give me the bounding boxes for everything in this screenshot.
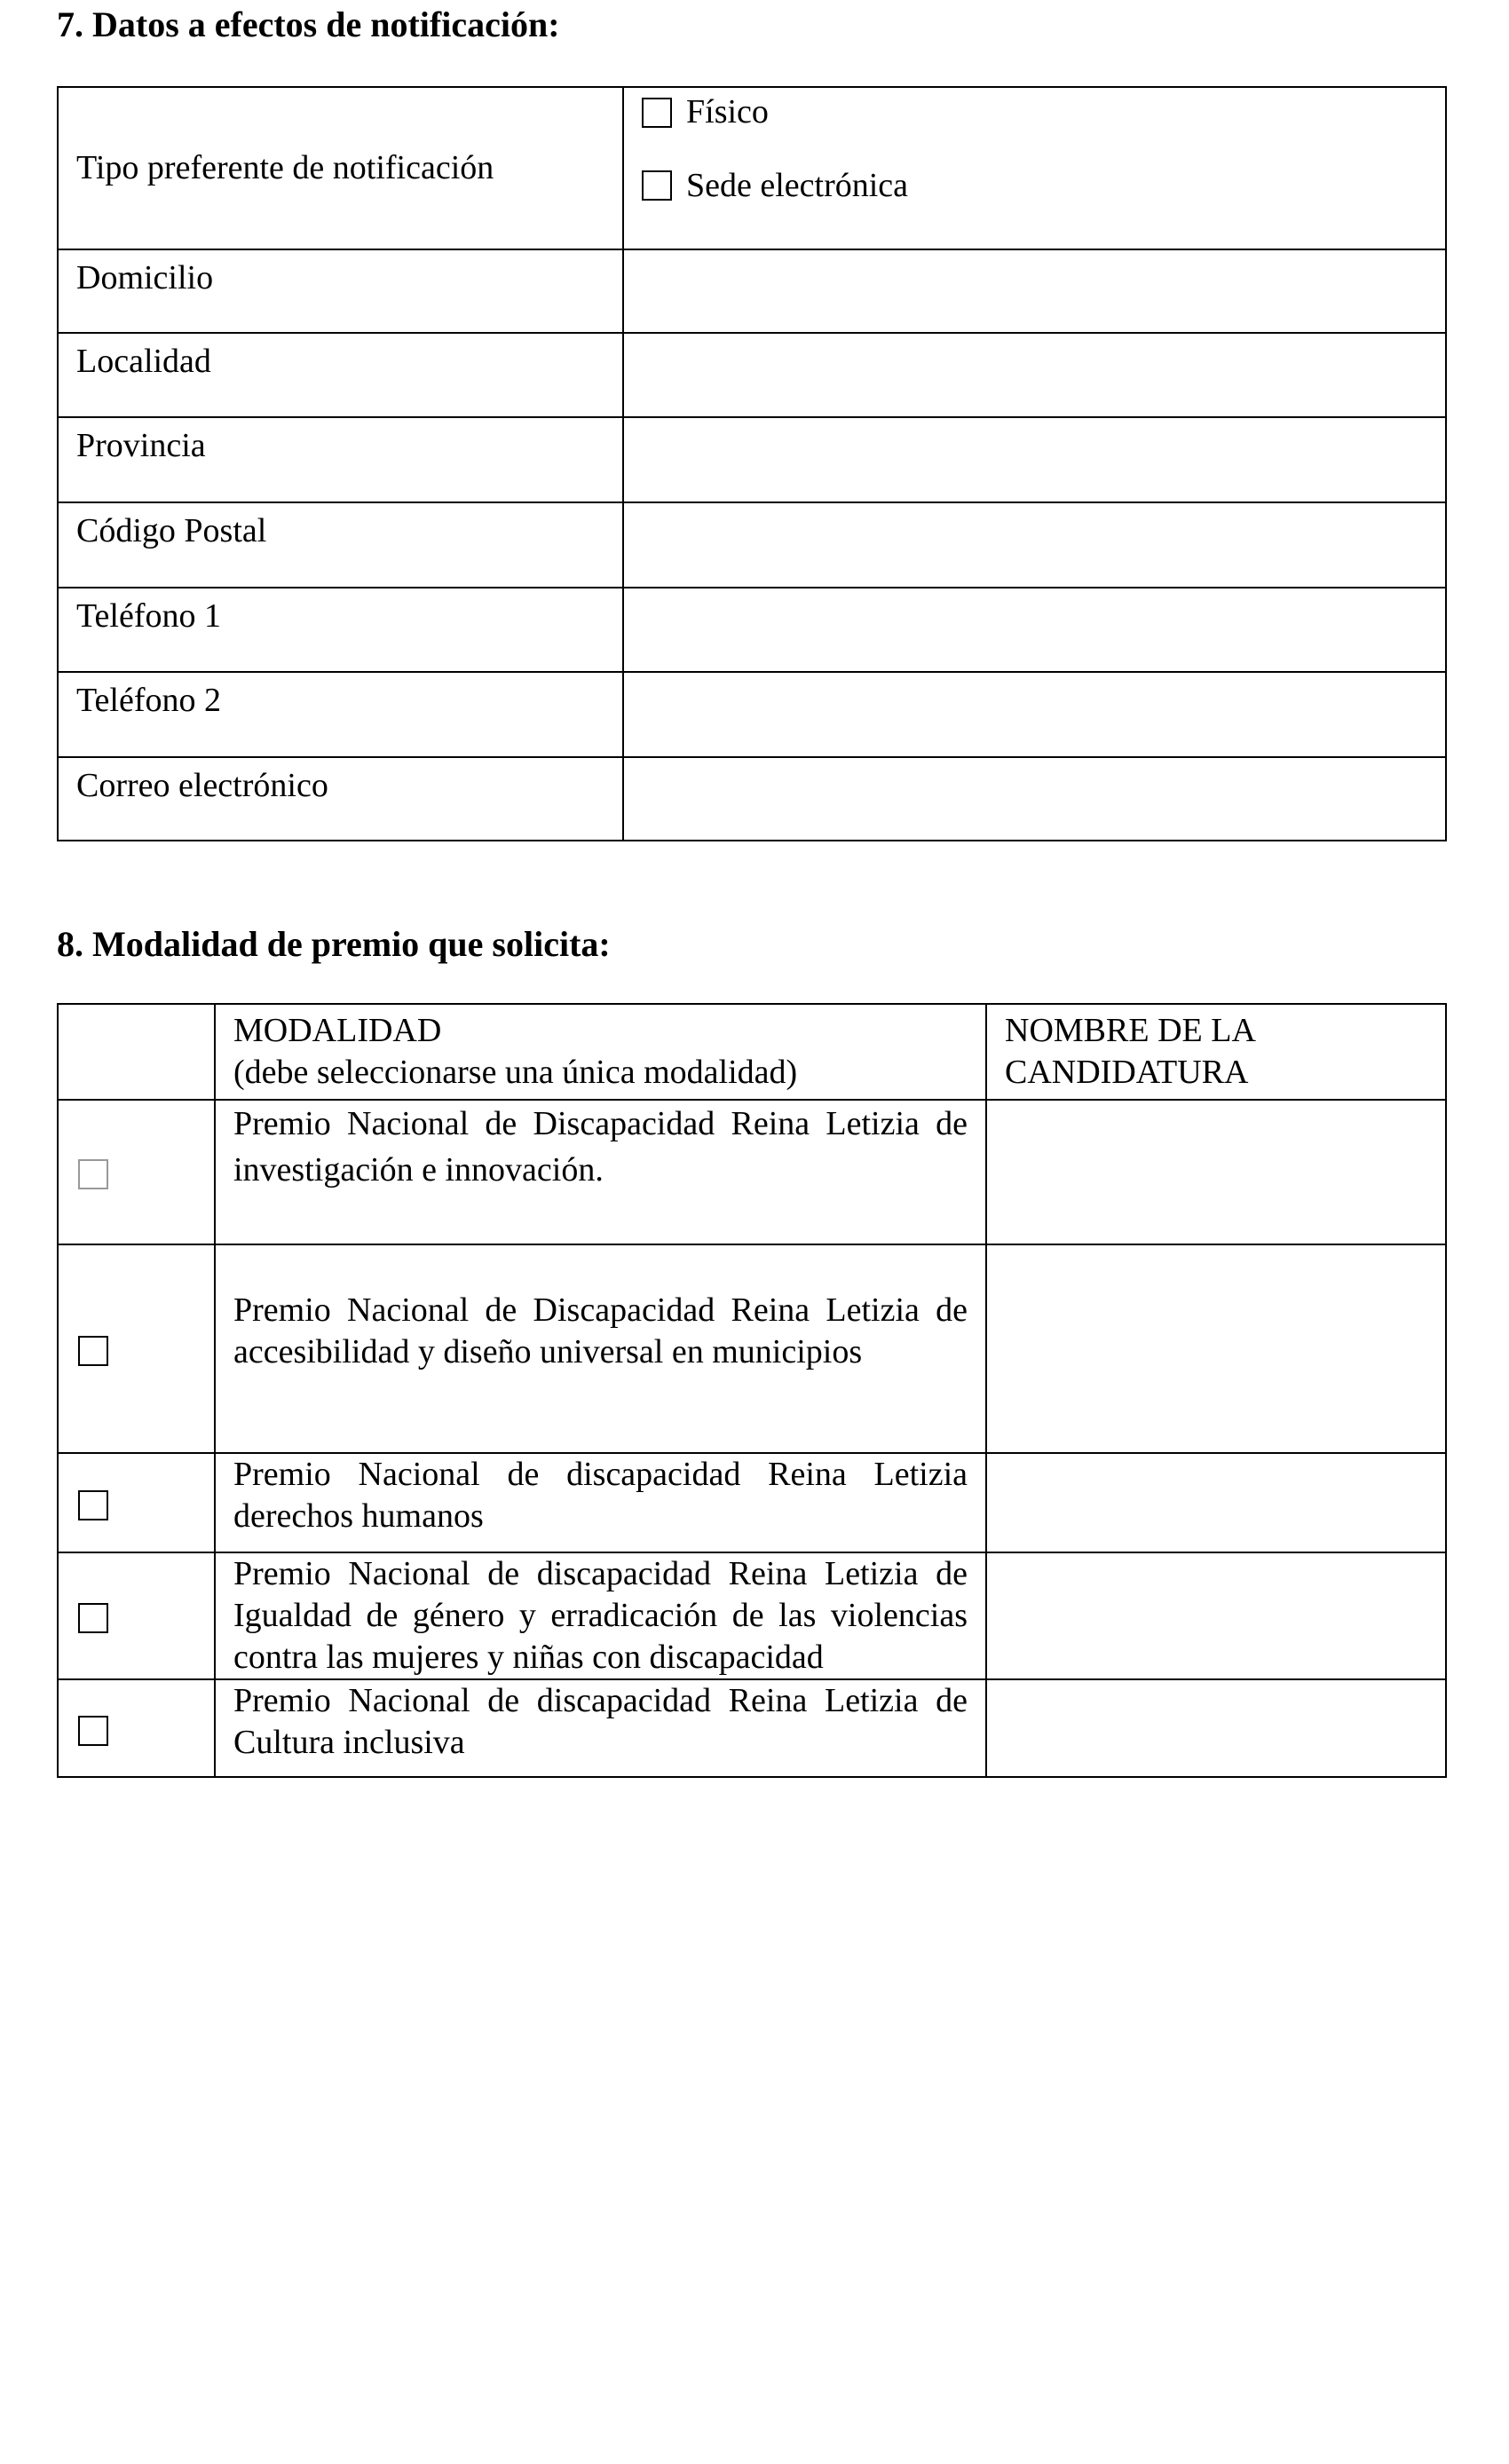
notification-type-label: Tipo preferente de notificación xyxy=(58,87,623,249)
candidatura-input[interactable] xyxy=(986,1552,1446,1679)
checkbox-modalidad-investigacion[interactable] xyxy=(78,1159,108,1189)
field-label-provincia: Provincia xyxy=(58,417,623,502)
field-label-telefono-2: Teléfono 2 xyxy=(58,672,623,757)
field-input-localidad[interactable] xyxy=(623,333,1446,417)
section-8-title: 8. Modalidad de premio que solicita: xyxy=(57,924,611,964)
modalidad-label: Premio Nacional de discapacidad Reina Letizia derechos humanos xyxy=(215,1453,986,1552)
notification-table xyxy=(57,86,1447,841)
header-nombre-line1: NOMBRE DE LA xyxy=(1005,1012,1256,1049)
candidatura-input[interactable] xyxy=(986,1244,1446,1453)
checkbox-sede-electronica[interactable] xyxy=(642,170,672,201)
candidatura-input[interactable] xyxy=(986,1453,1446,1552)
header-modalidad: MODALIDAD xyxy=(233,1012,442,1049)
field-input-telefono-1[interactable] xyxy=(623,588,1446,672)
option-fisico[interactable] xyxy=(642,88,1427,137)
candidatura-input[interactable] xyxy=(986,1679,1446,1777)
modalidad-label: Premio Nacional de discapacidad Reina Letizia de Cultura inclusiva xyxy=(215,1679,986,1777)
field-input-codigo-postal[interactable] xyxy=(623,502,1446,588)
modalidad-label: Premio Nacional de Discapacidad Reina Letizia de accesibilidad y diseño universal en municipios xyxy=(215,1244,986,1453)
modalidad-table xyxy=(57,1003,1447,1778)
field-input-provincia[interactable] xyxy=(623,417,1446,502)
checkbox-modalidad-derechos-humanos[interactable] xyxy=(78,1490,108,1520)
header-empty-cell xyxy=(58,1004,215,1100)
field-input-domicilio[interactable] xyxy=(623,249,1446,333)
modalidad-label: Premio Nacional de discapacidad Reina Letizia de Igualdad de género y erradicación de las violencias contra las mujeres y niñas con discapacidad xyxy=(215,1552,986,1679)
checkbox-modalidad-igualdad-genero[interactable] xyxy=(78,1603,108,1633)
field-label-localidad: Localidad xyxy=(58,333,623,417)
field-label-telefono-1: Teléfono 1 xyxy=(58,588,623,672)
field-input-correo[interactable] xyxy=(623,757,1446,841)
checkbox-modalidad-cultura-inclusiva[interactable] xyxy=(78,1716,108,1746)
field-label-correo: Correo electrónico xyxy=(58,757,623,841)
header-modalidad-note: (debe seleccionarse una única modalidad) xyxy=(233,1054,798,1091)
field-label-domicilio: Domicilio xyxy=(58,249,623,333)
header-nombre-line2: CANDIDATURA xyxy=(1005,1054,1249,1091)
option-label: Físico xyxy=(686,93,769,130)
modalidad-label: Premio Nacional de Discapacidad Reina Letizia de investigación e innovación. xyxy=(215,1100,986,1244)
option-label: Sede electrónica xyxy=(686,166,909,204)
field-label-codigo-postal: Código Postal xyxy=(58,502,623,588)
checkbox-fisico[interactable] xyxy=(642,98,672,128)
candidatura-input[interactable] xyxy=(986,1100,1446,1244)
section-7-title: 7. Datos a efectos de notificación: xyxy=(57,4,560,44)
field-input-telefono-2[interactable] xyxy=(623,672,1446,757)
option-sede-electronica[interactable] xyxy=(642,154,1427,217)
checkbox-modalidad-accesibilidad[interactable] xyxy=(78,1336,108,1366)
